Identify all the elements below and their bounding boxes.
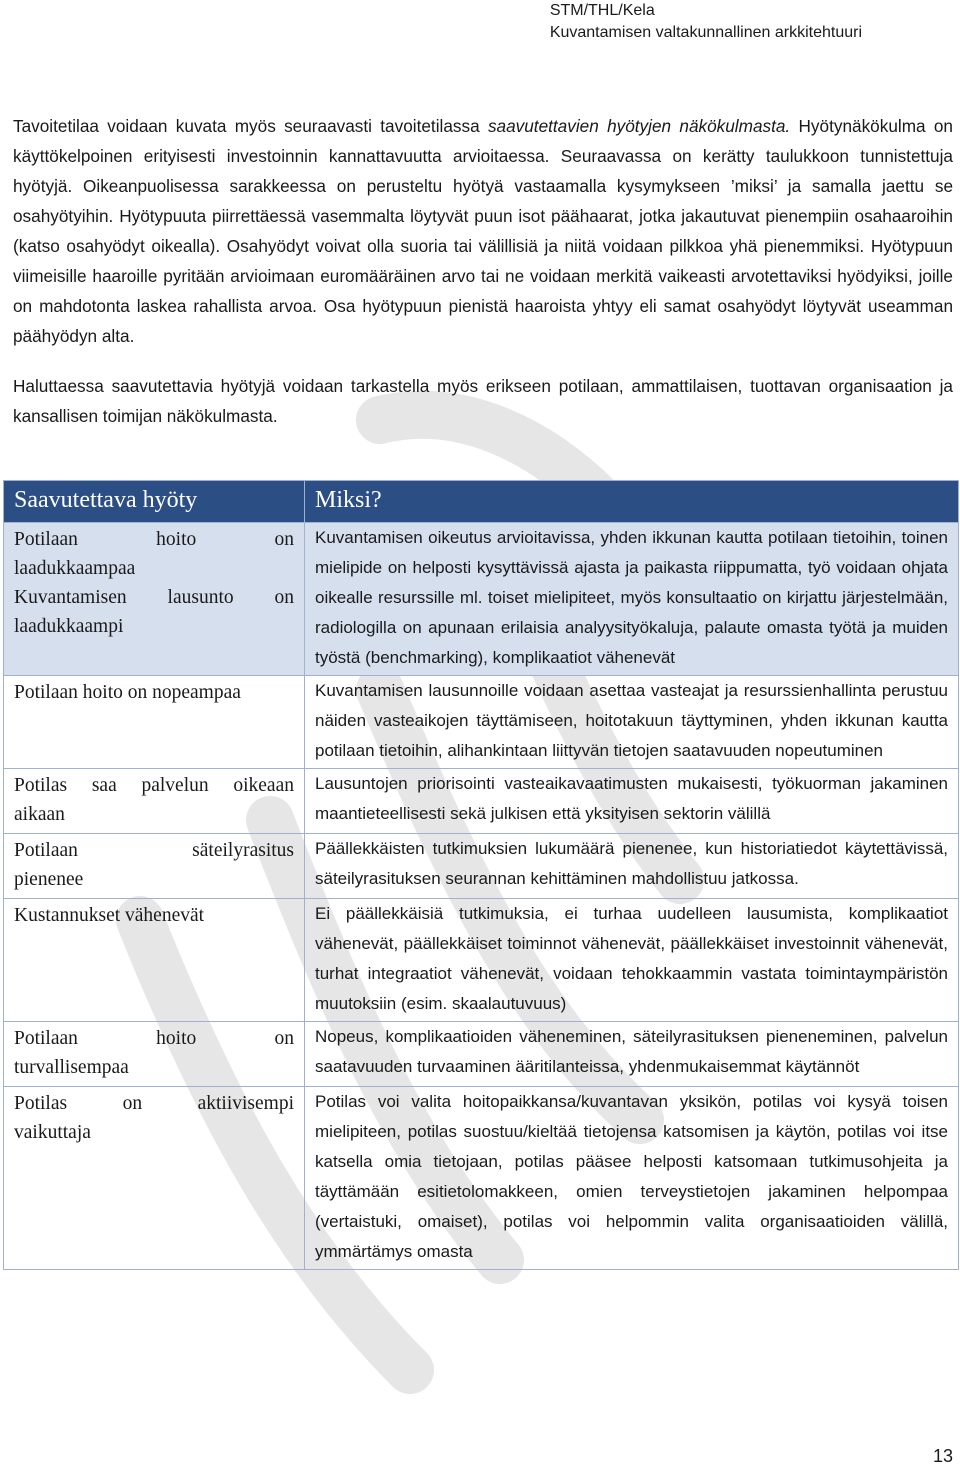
intro-paragraph-1 <box>13 111 953 351</box>
benefit-cell <box>4 523 305 676</box>
benefit-cell <box>4 834 305 899</box>
benefit-text: turvallisempaa <box>14 1057 129 1078</box>
why-cell: Päällekkäisten tutkimuksien lukumäärä pienenee, kun historiatiedot käytettävissä, säteilyrasituksen seurannan kehittäminen mahdollistuu jatkossa. <box>305 834 959 899</box>
why-cell: Ei päällekkäisiä tutkimuksia, ei turhaa uudelleen lausumista, komplikaatiot vähenevät, päällekkäiset toiminnot vähenevät, päällekkäiset investoinnit vähenevät, turhat integraatiot vähenevät, voidaan tehokkaammin vastata toimintaympäristön muutoksiin (esim. skaalautuvuus) <box>305 899 959 1022</box>
benefit-text: laadukkaampaa <box>14 558 136 579</box>
table-row <box>4 769 959 834</box>
page-number: 13 <box>932 1446 953 1466</box>
table-row <box>4 523 959 676</box>
benefit-text: laadukkaampi <box>14 616 124 637</box>
benefit-cell <box>4 676 305 769</box>
benefit-text: Kuvantamisen lausunto on <box>14 587 294 608</box>
benefit-text: Potilas on aktiivisempi <box>14 1093 294 1114</box>
why-cell: Potilas voi valita hoitopaikkansa/kuvantavan yksikön, potilas voi kysyä toisen mielipiteen, potilas suostuu/kieltää tietojensa katsomisen ja käytön, potilas voi itse katsella omia tietojaan, potilas pääsee helposti katsomaan tutkimusohjeita ja täyttämään esitietolomakkeen, omien terveystietojen jakaminen helpompaa (vertaistuki, omaiset), potilas voi helpommin valita organisaatioiden välillä, ymmärtämys omasta <box>305 1087 959 1270</box>
table-row <box>4 834 959 899</box>
benefit-text: Potilaan hoito on nopeampaa <box>14 682 241 703</box>
benefit-cell <box>4 769 305 834</box>
benefit-text: vaikuttaja <box>14 1122 91 1143</box>
intro-p1-rest: Hyötynäkökulma on käyttökelpoinen erityisesti investoinnin kannattavuutta arvioitaessa. Seuraavassa on kerätty taulukkoon tunnistettuja hyötyjä. Oikeanpuolisessa sarakkeessa on perusteltu hyötyä vastaamalla kysymykseen ’miksi’ ja samalla jaettu se osahyötyihin. Hyötypuuta piirrettäessä vasemmalta löytyvät puun isot päähaarat, jotka jakautuvat pienempiin osahaaroihin (katso osahyödyt oikealla). Osahyödyt voivat olla suoria tai välillisiä ja niitä voidaan pilkkoa yhä pienemmiksi. Hyötypuun viimeisille haaroille pyritään arvioimaan euromääräinen arvo tai ne voidaan merkitä vaikeasti arvotettaviksi hyödyiksi, joille on mahdotonta laskea rahallista arvoa. Osa hyötypuun pienistä haaroista yhtyy eli samat osahyödyt löytyvät useamman päähyödyn alta. <box>13 116 953 346</box>
table-row <box>4 676 959 769</box>
benefit-text: Kustannukset vähenevät <box>14 905 205 926</box>
benefit-text: Potilaan hoito on <box>14 529 294 550</box>
why-cell: Kuvantamisen oikeutus arvioitavissa, yhden ikkunan kautta potilaan tietoihin, toinen mielipide on helposti kysyttävissä ajasta ja paikasta riippumatta, työ voidaan ohjata oikealle resurssille ml. toiset mielipiteet, myös konsultaatio on kirjattu järjestelmään, radiologilla on apunaan erilaisia analyysityökaluja, palaute omasta työtä ja muiden työstä (benchmarking), komplikaatiot vähenevät <box>305 523 959 676</box>
benefit-text: pienenee <box>14 869 84 890</box>
benefit-text: Potilaan hoito on <box>14 1028 294 1049</box>
table-row <box>4 1087 959 1270</box>
intro-text <box>13 111 953 431</box>
header-org: STM/THL/Kela <box>549 2 655 19</box>
intro-paragraph-2: Haluttaessa saavutettavia hyötyjä voidaan tarkastella myös erikseen potilaan, ammattilaisen, tuottavan organisaation ja kansallisen toimijan näkökulmasta. <box>13 376 953 426</box>
page-header <box>550 0 862 44</box>
benefit-text: Potilas saa palvelun oikeaan <box>14 775 294 796</box>
benefit-text: Potilaan säteilyrasitus <box>14 840 294 861</box>
header-title: Kuvantamisen valtakunnallinen arkkitehtuuri <box>549 24 862 41</box>
col-header-why: Miksi? <box>305 481 959 523</box>
benefit-cell <box>4 1022 305 1087</box>
table-row <box>4 899 959 1022</box>
intro-p1-start: Tavoitetilaa voidaan kuvata myös seuraavasti tavoitetilassa <box>13 116 488 136</box>
benefit-text: aikaan <box>14 804 65 825</box>
table-row <box>4 1022 959 1087</box>
benefit-cell <box>4 1087 305 1270</box>
table-header-row <box>4 481 959 523</box>
why-cell: Nopeus, komplikaatioiden väheneminen, säteilyrasituksen pieneneminen, palvelun saatavuuden turvaaminen ääritilanteissa, yhdenmukaisemmat käytännöt <box>305 1022 959 1087</box>
benefits-table <box>3 480 959 1270</box>
benefit-cell <box>4 899 305 1022</box>
why-cell: Lausuntojen priorisointi vasteaikavaatimusten mukaisesti, työkuorman jakaminen maantieteellisesti sekä julkisen että yksityisen sektorin välillä <box>305 769 959 834</box>
col-header-benefit: Saavutettava hyöty <box>4 481 305 523</box>
why-cell: Kuvantamisen lausunnoille voidaan asettaa vasteajat ja resurssienhallinta perustuu näiden vasteaikojen täyttämiseen, hoitotakuun täyttyminen, yhden ikkunan kautta potilaan tietoihin, alihankintaan liittyvän tietojen saatavuuden nopeutuminen <box>305 676 959 769</box>
intro-p1-emphasis: saavutettavien hyötyjen näkökulmasta. <box>487 116 791 136</box>
